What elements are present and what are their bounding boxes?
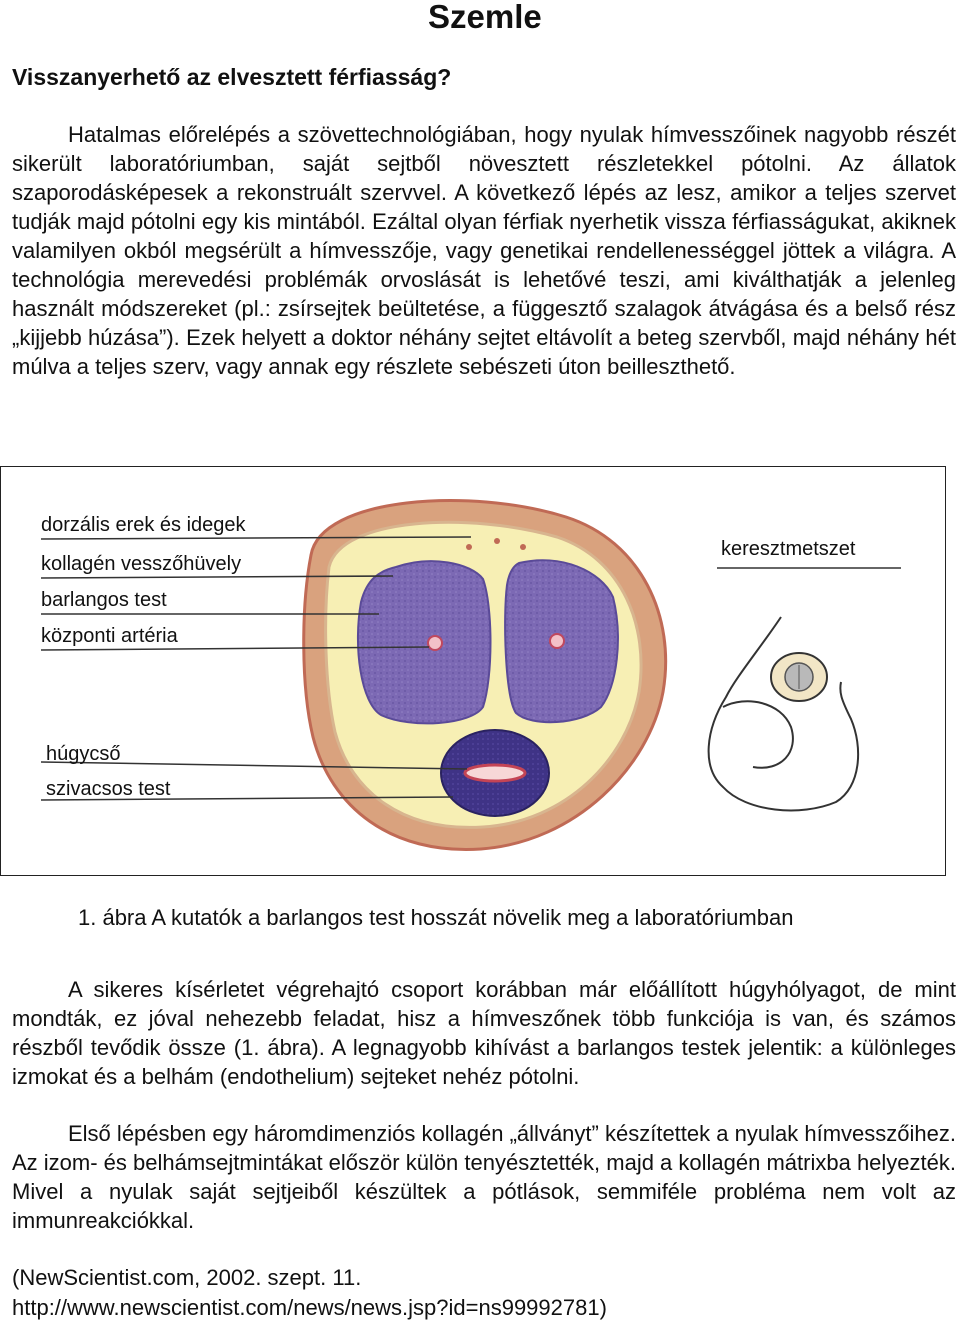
label-cross-section: keresztmetszet: [721, 538, 856, 560]
central-artery-right: [550, 634, 564, 648]
organ-sketch-fold: [723, 701, 793, 767]
label-urethra: húgycső: [46, 743, 121, 765]
source-citation: [12, 1263, 607, 1323]
source-url: http://www.newscientist.com/news/news.jsp?id=ns99992781): [12, 1295, 607, 1320]
paragraph-intro-text: Hatalmas előrelépés a szövettechnológiában, hogy nyulak hímvesszőinek nagyobb részét sikerült laboratóriumban, saját sejtből növesztett részletekkel pótolni. Az állatok szaporodásképesek a rekonstruált szervvel. A következő lépés az lesz, amikor a teljes szervet tudják majd pótolni egy kis mintából. Ezáltal olyan férfiak nyerhetik vissza férfiasságukat, akiknek valamilyen okból megsérült a hímvesszője, vagy genetikai rendellenességgel jöttek a világra. A technológia merevedési problémák orvoslását is lehetővé teszi, ami kiválthatják a jelenleg használt módszereket (pl.: zsírsejtek beültetése, a függesztő szalagok átvágása és a belső rész „kijjebb húzása”). Ezek helyett a doktor néhány sejtet eltávolít a beteg szervből, majd néhány hét múlva a teljes szerv, vagy annak egy részlete sebészeti úton beilleszthető.: [12, 122, 956, 379]
section-title: Szemle: [428, 0, 542, 35]
source-line-1: (NewScientist.com, 2002. szept. 11.: [12, 1265, 362, 1290]
paragraph-challenge-text: A sikeres kísérletet végrehajtó csoport korábban már előállított húgyhólyagot, de mint mondták, ez jóval nehezebb feladat, hisz a hímveszőnek több funkciója is van, és számos részből tevődik össze (1. ábra). A legnagyobb kihívást a barlangos testek jelentik: a különleges izmokat és a belhám (endothelium) sejteket nehéz pótolni.: [12, 977, 956, 1089]
label-collagen-sheath: kollagén vesszőhüvely: [41, 553, 242, 575]
label-central-artery: központi artéria: [41, 625, 178, 647]
dorsal-vessel-right: [520, 544, 526, 550]
dorsal-vessel-center: [494, 538, 500, 544]
paragraph-method: [12, 1119, 956, 1235]
central-artery-left: [428, 636, 442, 650]
label-cavernous-body: barlangos test: [41, 589, 167, 611]
paragraph-challenge: [12, 975, 956, 1091]
article-title: Visszanyerhető az elvesztett férfiasság?: [12, 64, 452, 90]
label-dorsal-vessels: dorzális erek és idegek: [41, 514, 246, 536]
figure-cross-section: [0, 466, 946, 876]
cavernous-body-left: [358, 561, 491, 723]
urethra: [465, 765, 525, 781]
paragraph-method-text: Első lépésben egy háromdimenziós kollagén „állványt” készítettek a nyulak hímvesszőihez. Az izom- és belhámsejtmintákat először külön tenyésztették, majd a kollagén mátrixba helyezték. Mivel a nyulak saját sejtjeiből készültek a pótlások, semmiféle probléma nem volt az immunreakciókkal.: [12, 1121, 956, 1233]
label-spongy-body: szivacsos test: [46, 778, 171, 800]
dorsal-vessel-left: [466, 544, 472, 550]
figure-caption: 1. ábra A kutatók a barlangos test hosszát növelik meg a laboratóriumban: [78, 905, 794, 930]
paragraph-intro: [12, 120, 956, 381]
